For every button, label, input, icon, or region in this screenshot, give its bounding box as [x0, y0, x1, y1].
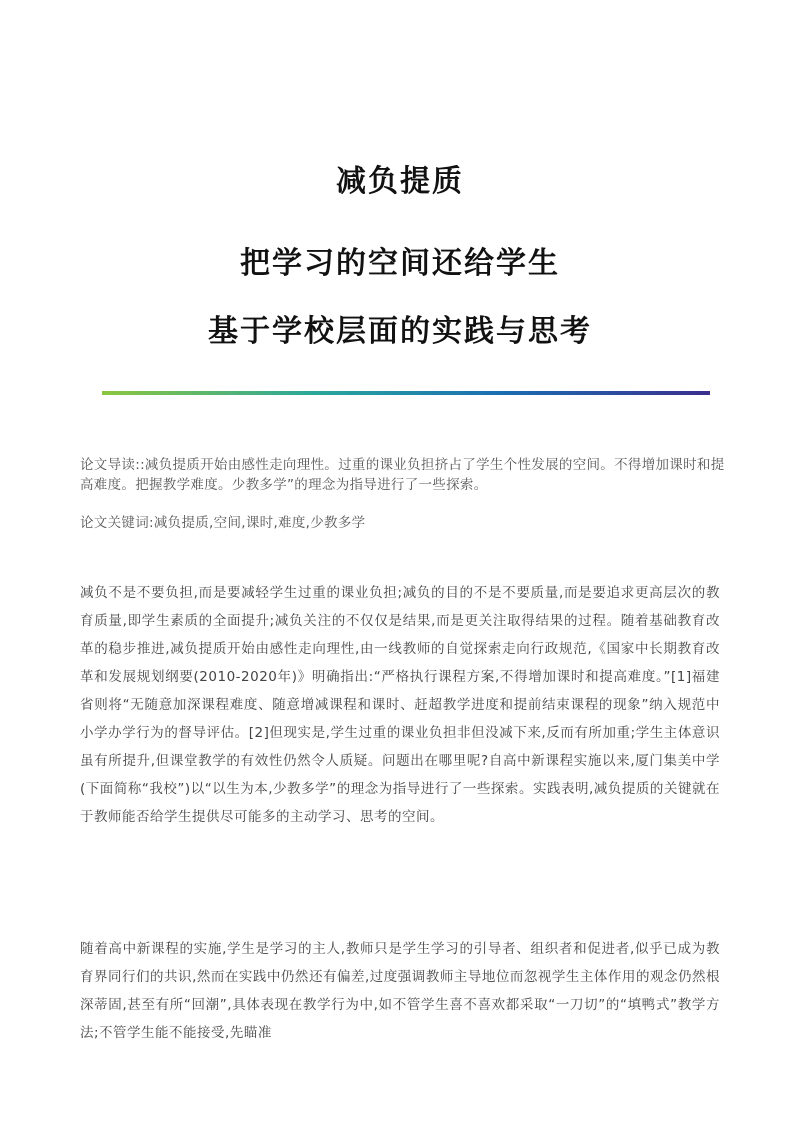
gradient-divider — [102, 391, 710, 395]
body-paragraph-1: 减负不是不要负担,而是要减轻学生过重的课业负担;减负的目的不是不要质量,而是要追求更高层次的教育质量,即学生素质的全面提升;减负关注的不仅仅是结果,而是更关注取得结果的过程。随着基础教育改革的稳步推进,减负提质开始由感性走向理性,由一线教师的自觉探索走向行政规范,《国家中长期教育改革和发展规划纲要(2010-2020年)》明确指出:“严格执行课程方案,不得增加课时和提高难度。”[1]福建省则将“无随意加深课程难度、随意增减课程和课时、赶超教学进度和提前结束课程的现象”纳入规范中小学办学行为的督导评估。[2]但现实是,学生过重的课业负担非但没减下来,反而有所加重;学生主体意识虽有所提升,但课堂教学的有效性仍然令人质疑。问题出在哪里呢?自高中新课程实施以来,厦门集美中学(下面简称“我校”)以“以生为本,少教多学”的理念为指导进行了一些探索。实践表明,减负提质的关键就在于教师能否给学生提供尽可能多的主动学习、思考的空间。 — [80, 585, 720, 825]
keywords-text: 减负提质,空间,课时,难度,少教多学 — [153, 515, 366, 531]
keywords-label: 论文关键词: — [80, 515, 154, 531]
abstract-label: 论文导读: — [80, 457, 141, 473]
keywords — [80, 513, 730, 533]
body-paragraph-2: 随着高中新课程的实施,学生是学习的主人,教师只是学生学习的引导者、组织者和促进者,似乎已成为教育界同行们的共识,然而在实践中仍然还有偏差,过度强调教师主导地位而忽视学生主体作用的观念仍然根深蒂固,甚至有所“回潮”,具体表现在教学行为中,如不管学生喜不喜欢都采取“一刀切”的“填鸭式”教学方法;不管学生能不能接受,先瞄准 — [80, 941, 720, 1041]
title-line-1: 减负提质 — [336, 164, 464, 199]
title-line-3: 基于学校层面的实践与思考 — [208, 314, 592, 349]
abstract-text: :减负提质开始由感性走向理性。过重的课业负担挤占了学生个性发展的空间。不得增加课时和提高难度。把握教学难度。少教多学”的理念为指导进行了一些探索。 — [80, 457, 725, 493]
abstract — [80, 455, 730, 495]
title-line-2: 把学习的空间还给学生 — [240, 246, 560, 281]
